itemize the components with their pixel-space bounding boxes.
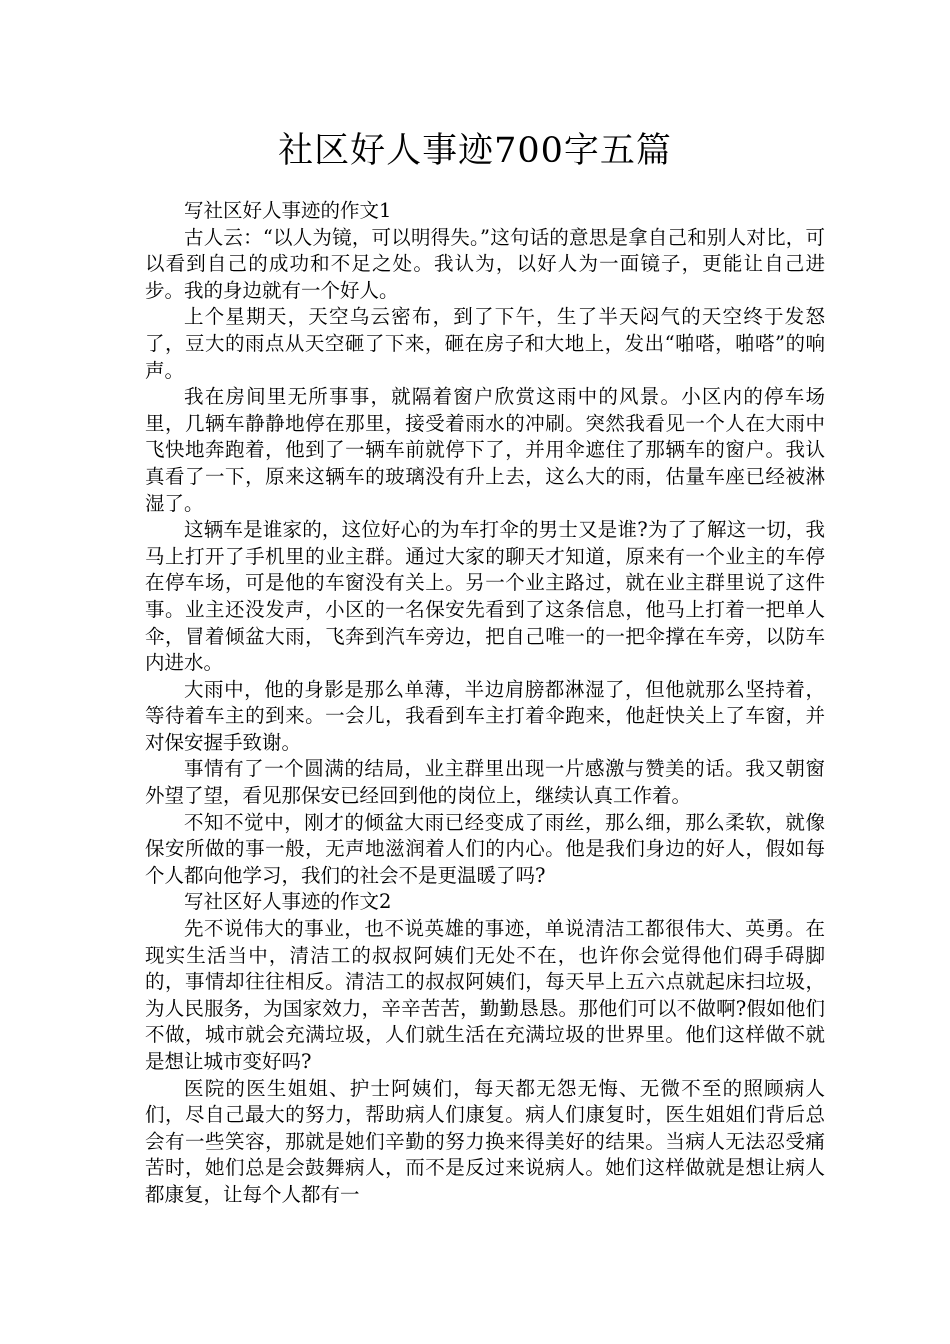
paragraph: 上个星期天，天空乌云密布，到了下午，生了半天闷气的天空终于发怒了，豆大的雨点从天空砸了下来，砸在房子和大地上，发出“啪嗒，啪嗒”的响声。 [145,305,825,382]
paragraph: 古人云：“以人为镜，可以明得失。”这句话的意思是拿自己和别人对比，可以看到自己的成功和不足之处。我认为，以好人为一面镜子，更能让自己进步。我的身边就有一个好人。 [145,225,825,302]
section-heading: 写社区好人事迹的作文2 [184,890,392,914]
paragraph: 医院的医生姐姐、护士阿姨们，每天都无怨无悔、无微不至的照顾病人们，尽自己最大的努力，帮助病人们康复。病人们康复时，医生姐姐们背后总会有一些笑容，那就是她们辛勤的努力换来得美好的结果。当病人无法忍受痛苦时，她们总是会鼓舞病人，而不是反过来说病人。她们这样做就是想让病人都康复，让每个人都有一 [145,1076,825,1206]
paragraph: 先不说伟大的事业，也不说英雄的事迹，单说清洁工都很伟大、英勇。在现实生活当中，清洁工的叔叔阿姨们无处不在，也许你会觉得他们碍手碍脚的，事情却往往相反。清洁工的叔叔阿姨们，每天早上五六点就起床扫垃圾，为人民服务，为国家效力，辛辛苦苦，勤勤恳恳。那他们可以不做啊?假如他们不做，城市就会充满垃圾，人们就生活在充满垃圾的世界里。他们这样做不就是想让城市变好吗? [145,917,825,1073]
document-title: 社区好人事迹700字五篇 [278,131,672,171]
document-body [145,198,825,1209]
paragraph: 这辆车是谁家的，这位好心的为车打伞的男士又是谁?为了了解这一切，我马上打开了手机里的业主群。通过大家的聊天才知道，原来有一个业主的车停在停车场，可是他的车窗没有关上。另一个业主路过，就在业主群里说了这件事。业主还没发声，小区的一名保安先看到了这条信息，他马上打着一把单人伞，冒着倾盆大雨，飞奔到汽车旁边，把自己唯一的一把伞撑在车旁，以防车内进水。 [145,518,825,675]
section-heading: 写社区好人事迹的作文1 [184,199,392,222]
paragraph: 我在房间里无所事事，就隔着窗户欣赏这雨中的风景。小区内的停车场里，几辆车静静地停在那里，接受着雨水的冲刷。突然我看见一个人在大雨中飞快地奔跑着，他到了一辆车前就停下了，并用伞遮住了那辆车的窗户。我认真看了一下，原来这辆车的玻璃没有升上去，这么大的雨，估量车座已经被淋湿了。 [145,385,825,515]
paragraph: 事情有了一个圆满的结局，业主群里出现一片感激与赞美的话。我又朝窗外望了望，看见那保安已经回到他的岗位上，继续认真工作着。 [145,757,825,808]
paragraph: 不知不觉中，刚才的倾盆大雨已经变成了雨丝，那么细，那么柔软，就像保安所做的事一般，无声地滋润着人们的内心。他是我们身边的好人，假如每个人都向他学习，我们的社会不是更温暖了吗? [145,810,825,887]
paragraph: 大雨中，他的身影是那么单薄，半边肩膀都淋湿了，但他就那么坚持着，等待着车主的到来。一会儿，我看到车主打着伞跑来，他赶快关上了车窗，并对保安握手致谢。 [145,677,825,754]
